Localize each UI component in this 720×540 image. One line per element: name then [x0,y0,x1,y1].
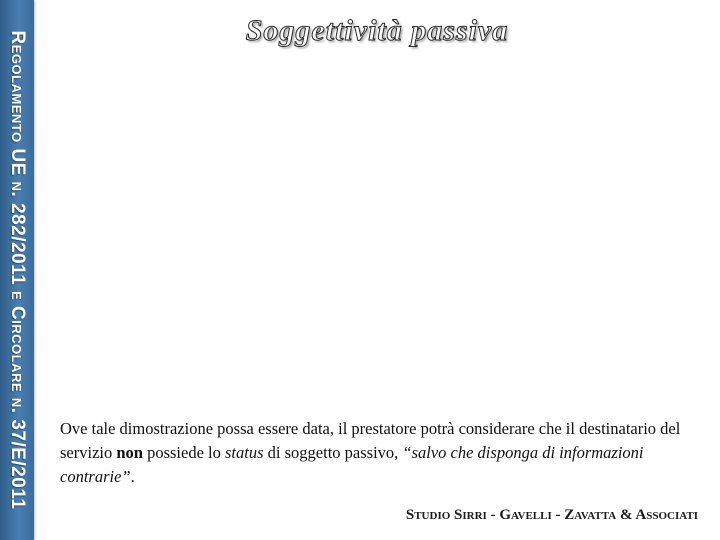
paragraph-text: Ove tale dimostrazione possa essere data, il prestatore potrà considerare che il destinatario del servizio [60,419,681,462]
sidebar-vertical-title: Regolamento UE n. 282/2011 e Circolare n. 37/E/2011 [7,30,28,510]
body-paragraph [60,417,685,489]
paragraph-text: possiede lo [142,443,226,462]
italic-quote: “salvo che disponga di informazioni contrarie” [60,443,644,486]
paragraph-text: di soggetto passivo, [263,443,403,462]
page-title: Soggettività passiva [245,14,509,47]
paragraph-text: . [130,467,135,486]
bold-emphasis: non [116,443,143,462]
sidebar-band [0,0,34,540]
italic-term: status [225,443,264,462]
footer-brand: Studio Sirri - Gavelli - Zavatta & Associati [405,507,698,523]
